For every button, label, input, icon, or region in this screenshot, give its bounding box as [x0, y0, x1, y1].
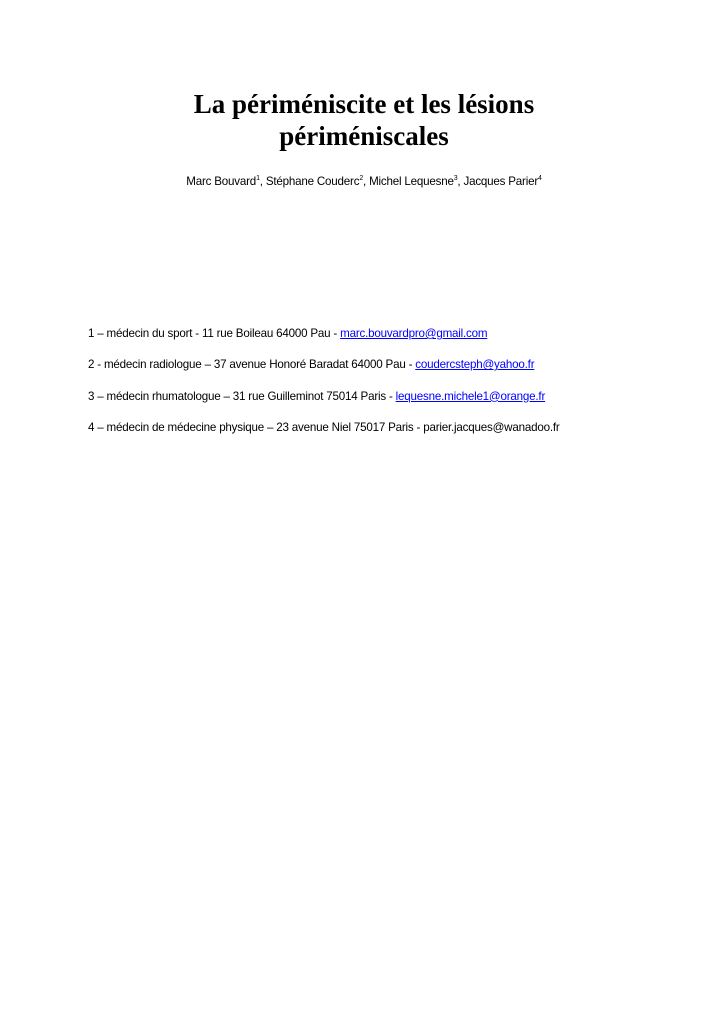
email-link[interactable]: marc.bouvardpro@gmail.com [340, 327, 488, 340]
author-list [0, 174, 728, 190]
title-line-1: La périméniscite et les lésions [193, 89, 535, 119]
affiliation-item [88, 389, 708, 405]
email-link[interactable]: lequesne.michele1@orange.fr [395, 389, 546, 403]
affiliation-list [88, 326, 708, 451]
author-separator: , [457, 175, 464, 188]
paper-title [0, 88, 728, 152]
affiliation-text: 4 – médecin de médecine physique – 23 avenue Niel 75017 Paris - [88, 420, 424, 434]
affiliation-text: 2 - médecin radiologue – 37 avenue Honoré Baradat 64000 Pau - [88, 358, 416, 372]
email-text: parier.jacques@wanadoo.fr [423, 420, 560, 434]
affiliation-text: 3 – médecin rhumatologue – 31 rue Guilleminot 75014 Paris - [88, 389, 396, 403]
author-affiliation-marker: 3 [453, 175, 458, 182]
affiliation-text: 1 – médecin du sport - 11 rue Boileau 64000 Pau - [88, 327, 341, 340]
author-name: Michel Lequesne [369, 175, 454, 188]
author-name: Stéphane Couderc [265, 175, 360, 188]
author-affiliation-marker: 4 [538, 175, 542, 182]
author-affiliation-marker: 1 [256, 175, 260, 182]
author-name: Jacques Parier [463, 175, 538, 188]
affiliation-item [88, 357, 708, 373]
author-separator: , [363, 175, 370, 188]
author-separator: , [259, 175, 266, 188]
author-name: Marc Bouvard [186, 175, 257, 188]
email-link[interactable]: coudercsteph@yahoo.fr [415, 358, 535, 372]
author-affiliation-marker: 2 [359, 175, 364, 182]
title-line-2: périméniscales [279, 121, 449, 151]
affiliation-item [88, 326, 708, 342]
affiliation-item [88, 420, 708, 436]
